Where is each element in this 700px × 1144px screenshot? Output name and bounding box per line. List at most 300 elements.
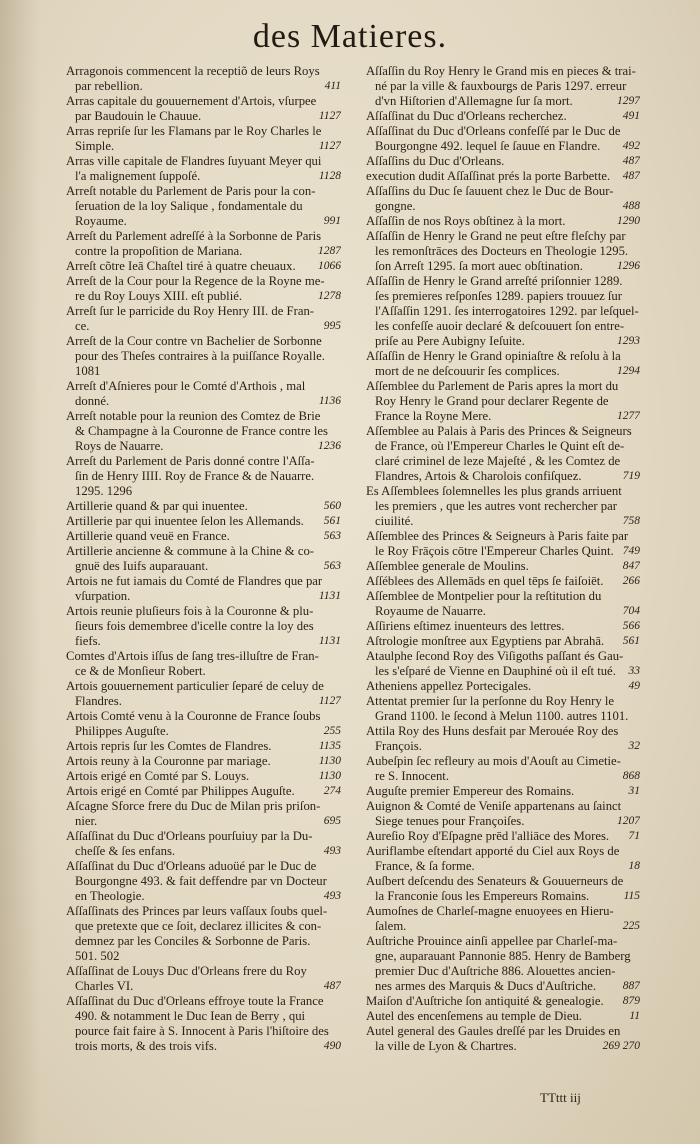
index-entry <box>66 574 341 604</box>
entry-text: Simple. <box>75 139 115 153</box>
entry-line: 1295. 1296 <box>75 484 133 498</box>
entry-text: Aſſaſſin de nos Roys obſtinez à la mort. <box>366 214 566 228</box>
index-entry <box>366 1024 640 1054</box>
index-entry <box>366 754 640 784</box>
entry-text: Aſſemblee generale de Moulins. <box>366 559 529 573</box>
entry-line <box>66 889 341 904</box>
entry-text: Artois reuny à la Couronne par mariage. <box>66 754 271 768</box>
index-entry <box>66 154 341 184</box>
entry-line: Aſſaſſin de Henry le Grand arreſté priſonnier 1289. <box>366 274 623 288</box>
entry-line: Auignon & Comté de Veniſe appartenans au ſainct <box>366 799 622 813</box>
entry-line: Arreſt du Parlement de Paris donné contre l'Aſſa- <box>66 454 315 468</box>
page-reference: 411 <box>324 80 341 92</box>
entry-text: ſon Arreſt 1295. ſa mort auec obſtination. <box>375 259 583 273</box>
page-reference: 887 <box>622 980 640 992</box>
entry-line: Roy Henry le Grand pour declarer Regente de <box>375 394 609 408</box>
entry-line: Autel general des Gaules dreſſé par les Druides en <box>366 1024 621 1038</box>
entry-line <box>366 739 640 754</box>
entry-line <box>66 514 341 529</box>
index-entry <box>366 154 640 169</box>
entry-line: pource fait faire à S. Innocent à Paris l'hiſtoire des <box>75 1024 329 1038</box>
index-entry <box>66 904 341 964</box>
entry-text: Artois repris ſur les Comtes de Flandres. <box>66 739 272 753</box>
index-entry <box>66 754 341 769</box>
entry-line: Attentat premier ſur la perſonne du Roy Henry le <box>366 694 615 708</box>
entry-line: ſes premieres reſponſes 1289. papiers trouuez ſur <box>375 289 622 303</box>
page-reference: 1131 <box>318 635 341 647</box>
entry-line <box>366 409 640 424</box>
entry-line: claré criminel de leze Majeſté , & les Comtez de <box>375 454 621 468</box>
entry-text: Aſſaſſinat du Duc d'Orleans recherchez. <box>366 109 567 123</box>
entry-text: gnuë des Iuifs auparauant. <box>75 559 209 573</box>
entry-line <box>66 79 341 94</box>
page-reference: 71 <box>628 830 640 842</box>
entry-line <box>366 919 640 934</box>
index-entry <box>366 169 640 184</box>
index-entry <box>66 859 341 904</box>
entry-text: re S. Innocent. <box>375 769 449 783</box>
index-entry <box>66 964 341 994</box>
entry-line: Artois reunie pluſieurs fois à la Couronne & plu- <box>66 604 314 618</box>
entry-line <box>66 439 341 454</box>
entry-line <box>66 559 341 574</box>
entry-line <box>66 1039 341 1054</box>
entry-line: Auriflambe eſtendart apporté du Ciel aux Roys de <box>366 844 620 858</box>
entry-text: donné. <box>75 394 110 408</box>
entry-line: ſeruation de la loy Salique , fondamentale du <box>75 199 303 213</box>
entry-line: Aſſaſſinat du Duc d'Orleans pourſuiuy par la Du- <box>66 829 313 843</box>
entry-text: France la Royne Mere. <box>375 409 492 423</box>
entry-line: ſieurs fois demembree d'icelle contre la loy des <box>75 619 314 633</box>
entry-line: Arras ville capitale de Flandres ſuyuant Meyer qui <box>66 154 322 168</box>
entry-line <box>366 634 640 649</box>
entry-text: Artillerie par qui inuentee ſelon les Allemands. <box>66 514 304 528</box>
entry-line: Aſſaſſin de Henry le Grand ne peut eſtre fleſchy par <box>366 229 626 243</box>
entry-text: fiefs. <box>75 634 101 648</box>
entry-line: Arreſt du Parlement adreſſé à la Sorbonne de Paris <box>66 229 322 243</box>
entry-line <box>366 1009 640 1024</box>
index-entry <box>366 379 640 424</box>
page-reference: 695 <box>323 815 341 827</box>
page-reference: 115 <box>623 890 640 902</box>
page-reference: 266 <box>622 575 640 587</box>
entry-line <box>366 514 640 529</box>
index-entry <box>366 934 640 994</box>
entry-text: la Franconie ſous les Empereurs Romains. <box>375 889 590 903</box>
page-reference: 1135 <box>318 740 341 752</box>
page-reference: 1136 <box>318 395 341 407</box>
entry-line: Es Aſſemblees ſolemnelles les plus grands arriuent <box>366 484 622 498</box>
entry-line <box>66 979 341 994</box>
entry-text: Arreſt cõtre Ieā Chaſtel tiré à quatre cheuaux. <box>66 259 296 273</box>
index-entry <box>66 829 341 859</box>
index-entry <box>366 724 640 754</box>
entry-line <box>366 559 640 574</box>
index-entry <box>366 994 640 1009</box>
entry-line: les confeſſe auoir declaré & deſcouuert ſon entre- <box>375 319 625 333</box>
entry-line: Ataulphe ſecond Roy des Viſigoths paſſant és Gau- <box>366 649 624 663</box>
entry-line: Arreſt ſur le parricide du Roy Henry III. de Fran- <box>66 304 315 318</box>
index-entry <box>366 694 640 724</box>
entry-text: Flandres. <box>75 694 122 708</box>
entry-text: Maiſon d'Auſtriche ſon antiquité & genealogie. <box>366 994 604 1008</box>
page-reference: 1127 <box>318 140 341 152</box>
index-entry <box>66 529 341 544</box>
page-reference: 561 <box>622 635 640 647</box>
entry-line: Artois gouuernement particulier ſeparé de celuy de <box>66 679 324 693</box>
index-entry <box>66 499 341 514</box>
entry-line <box>366 769 640 784</box>
page-reference: 1296 <box>617 260 640 272</box>
entry-text: ſalem. <box>375 919 407 933</box>
entry-text: Royaume de Nauarre. <box>375 604 486 618</box>
entry-text: nier. <box>75 814 98 828</box>
index-entry <box>366 529 640 559</box>
entry-text: par rebellion. <box>75 79 143 93</box>
index-entry <box>66 94 341 124</box>
index-entry <box>366 184 640 214</box>
entry-text: cheſſe & ſes enfans. <box>75 844 176 858</box>
page-reference: 487 <box>622 155 640 167</box>
page-reference: 491 <box>622 110 640 122</box>
index-entry <box>366 274 640 349</box>
entry-line <box>366 889 640 904</box>
index-entry <box>366 214 640 229</box>
page-reference: 269 270 <box>602 1040 640 1052</box>
entry-text: France, & ſa forme. <box>375 859 475 873</box>
entry-line <box>366 859 640 874</box>
index-entry <box>66 304 341 334</box>
entry-line <box>366 469 640 484</box>
page-reference: 704 <box>622 605 640 617</box>
entry-line: né par la ville & fauxbourgs de Paris 1297. erreur <box>375 79 627 93</box>
entry-line: Aſſemblee de Montpelier pour la reſtitution du <box>366 589 602 603</box>
index-entry <box>366 874 640 904</box>
entry-line: Aſſaſſinat de Louys Duc d'Orleans frere du Roy <box>66 964 307 978</box>
index-entry <box>366 634 640 649</box>
entry-line <box>366 169 640 184</box>
entry-line <box>66 169 341 184</box>
page-title: des Matieres. <box>252 18 448 55</box>
entry-text: Aſſaſſins du Duc d'Orleans. <box>366 154 505 168</box>
entry-text: Artillerie quand veuë en France. <box>66 529 230 543</box>
entry-line <box>66 259 341 274</box>
index-entry <box>366 484 640 529</box>
entry-line: Arreſt d'Aſnieres pour le Comté d'Arthois , mal <box>66 379 306 393</box>
entry-text: Atheniens appellez Portecigales. <box>366 679 532 693</box>
entry-line <box>66 499 341 514</box>
right-column <box>366 64 640 1054</box>
entry-line: Aſſaſſin de Henry le Grand opiniaſtre & reſolu à la <box>366 349 621 363</box>
index-entry <box>366 649 640 679</box>
index-entry <box>366 589 640 619</box>
index-entry <box>66 514 341 529</box>
entry-line <box>366 334 640 349</box>
entry-line: pour des Theſes contraires à la puiſſance Royalle. <box>75 349 325 363</box>
page-reference: 847 <box>622 560 640 572</box>
page-reference: 995 <box>323 320 341 332</box>
index-entry <box>66 784 341 799</box>
entry-line: que pretexte que ce ſoit, declarez illicites & con- <box>75 919 322 933</box>
page-reference: 1127 <box>318 110 341 122</box>
entry-line <box>366 109 640 124</box>
entry-line <box>66 769 341 784</box>
entry-text: Siege tenues pour Françoiſes. <box>375 814 525 828</box>
index-entry <box>66 994 341 1054</box>
entry-line: Aumoſnes de Charleſ-magne enuoyees en Hieru- <box>366 904 614 918</box>
entry-text: execution dudit Aſſaſſinat prés la porte Barbette. <box>366 169 611 183</box>
page-reference: 488 <box>622 200 640 212</box>
index-entry <box>66 409 341 454</box>
page-reference: 18 <box>628 860 640 872</box>
entry-line <box>66 394 341 409</box>
entry-line: Grand 1100. le ſecond à Melun 1100. autres 1101. <box>375 709 629 723</box>
entry-text: Bourgongne 492. lequel ſe ſauue en Flandre. <box>375 139 601 153</box>
index-entry <box>366 1009 640 1024</box>
page-reference: 749 <box>622 545 640 557</box>
index-entry <box>366 424 640 484</box>
entry-line: Arreſt de la Cour pour la Regence de la Royne me- <box>66 274 325 288</box>
signature-mark: TTttt iij <box>540 1090 581 1105</box>
index-entry <box>366 904 640 934</box>
entry-text: Flandres, Artois & Charolois confiſquez. <box>375 469 582 483</box>
entry-line <box>366 664 640 679</box>
page-reference: 1131 <box>318 590 341 602</box>
index-entry <box>66 739 341 754</box>
entry-line <box>66 529 341 544</box>
entry-line: les premiers , que les autres vont rechercher par <box>375 499 618 513</box>
page-reference: 487 <box>323 980 341 992</box>
page-reference: 11 <box>629 1010 640 1022</box>
entry-line: gne, auparauant Pannonie 885. Henry de Bamberg <box>375 949 631 963</box>
entry-text: re du Roy Louys XIII. eſt publié. <box>75 289 243 303</box>
entry-line: de France, où l'Empereur Charles le Quint eſt de- <box>375 439 625 453</box>
index-entry <box>66 229 341 259</box>
page-reference: 274 <box>323 785 341 797</box>
entry-line <box>366 814 640 829</box>
page-reference: 563 <box>323 560 341 572</box>
entry-line: Aſſaſſins du Duc ſe ſauuent chez le Duc de Bour- <box>366 184 614 198</box>
entry-line: l'Aſſaſſin 1291. ſes interrogatoires 1292. par leſquel- <box>375 304 639 318</box>
entry-line <box>366 199 640 214</box>
index-entry <box>366 559 640 574</box>
entry-line: Artois Comté venu à la Couronne de France ſoubs <box>66 709 321 723</box>
index-entry <box>66 64 341 94</box>
entry-text: nes armes des Marquis & Ducs d'Auſtriche. <box>375 979 597 993</box>
index-entry <box>66 124 341 154</box>
entry-line <box>66 244 341 259</box>
entry-line <box>66 589 341 604</box>
entry-text: les s'eſparé de Vienne en Dauphiné où il eſt tué. <box>375 664 616 678</box>
entry-line <box>66 754 341 769</box>
entry-text: Aſtrologie monſtree aux Egyptiens par Abrahā. <box>366 634 605 648</box>
entry-text: ciuilité. <box>375 514 414 528</box>
page-reference: 33 <box>628 665 640 677</box>
index-entry <box>66 769 341 784</box>
entry-text: François. <box>375 739 422 753</box>
page-reference: 1297 <box>617 95 640 107</box>
entry-line <box>366 619 640 634</box>
page-reference: 1278 <box>318 290 341 302</box>
index-entry <box>366 679 640 694</box>
entry-line <box>366 574 640 589</box>
entry-line: Aſſaſſinat du Duc d'Orleans aduoüé par le Duc de <box>66 859 317 873</box>
entry-line: Aſſemblee du Parlement de Paris apres la mort du <box>366 379 619 393</box>
entry-text: par Baudouin le Chauue. <box>75 109 202 123</box>
page-reference: 560 <box>323 500 341 512</box>
index-entry <box>66 259 341 274</box>
entry-line: 501. 502 <box>75 949 120 963</box>
entry-line: & Champagne à la Couronne de France contre les <box>75 424 328 438</box>
page-reference: 1293 <box>617 335 640 347</box>
entry-line: Artillerie ancienne & commune à la Chine & co- <box>66 544 315 558</box>
entry-line: Bourgongne 493. & fait deffendre par vn Docteur <box>75 874 327 888</box>
entry-line <box>366 94 640 109</box>
page-reference: 1130 <box>318 755 341 767</box>
entry-text: Auguſte premier Empereur des Romains. <box>366 784 575 798</box>
page-reference: 758 <box>622 515 640 527</box>
entry-line: Aſſaſſin du Roy Henry le Grand mis en pieces & trai- <box>366 64 636 78</box>
page-reference: 493 <box>323 890 341 902</box>
entry-text: Charles VI. <box>75 979 134 993</box>
index-entry <box>66 604 341 649</box>
entry-line: Aſſaſſinat du Duc d'Orleans effroye toute la France <box>66 994 324 1008</box>
page-reference: 1207 <box>617 815 640 827</box>
left-column <box>66 64 341 1054</box>
page-reference: 991 <box>323 215 341 227</box>
index-entry <box>366 124 640 154</box>
entry-line <box>66 139 341 154</box>
page-reference: 1277 <box>617 410 640 422</box>
entry-line: les remonſtrāces des Docteurs en Theologie 1295. <box>375 244 629 258</box>
entry-line: premier Duc d'Auſtriche 886. Alouettes ancien- <box>375 964 616 978</box>
page-reference: 1128 <box>318 170 341 182</box>
index-entry <box>366 619 640 634</box>
entry-line <box>366 979 640 994</box>
entry-line <box>366 679 640 694</box>
entry-line: Arras repriſe ſur les Flamans par le Roy Charles le <box>66 124 322 138</box>
entry-text: l'a malignement ſuppoſé. <box>75 169 201 183</box>
page-reference: 1127 <box>318 695 341 707</box>
entry-text: Artois erigé en Comté par Philippes Auguſte. <box>66 784 295 798</box>
entry-line: Aſſaſſinats des Princes par leurs vaſſaux ſoubs quel- <box>66 904 328 918</box>
entry-line <box>366 544 640 559</box>
entry-line: Arreſt notable pour la reunion des Comtez de Brie <box>66 409 321 423</box>
page-reference: 1130 <box>318 770 341 782</box>
entry-text: le Roy Frāçois cōtre l'Empereur Charles Quint. <box>375 544 614 558</box>
entry-line: Aſſaſſinat du Duc d'Orleans confeſſé par le Duc de <box>366 124 621 138</box>
entry-text: trois morts, & des trois vifs. <box>75 1039 218 1053</box>
page-reference: 566 <box>622 620 640 632</box>
index-entry <box>66 679 341 709</box>
entry-line: Arras capitale du gouuernement d'Artois, vſurpee <box>66 94 317 108</box>
index-entry <box>66 334 341 379</box>
page-reference: 487 <box>622 170 640 182</box>
entry-text: Aſſéblees des Allemāds en quel tēps ſe faiſoiēt. <box>366 574 604 588</box>
index-entry <box>366 844 640 874</box>
index-entry <box>66 454 341 499</box>
index-entry <box>366 574 640 589</box>
entry-line <box>366 139 640 154</box>
entry-text: ce. <box>75 319 90 333</box>
page-reference: 561 <box>323 515 341 527</box>
entry-line <box>366 604 640 619</box>
entry-line <box>66 814 341 829</box>
entry-text: gongne. <box>375 199 416 213</box>
index-entry <box>66 184 341 229</box>
entry-line <box>366 994 640 1009</box>
index-entry <box>66 649 341 679</box>
entry-text: Autel des encenſemens au temple de Dieu. <box>366 1009 582 1023</box>
index-entry <box>66 544 341 574</box>
entry-line <box>66 694 341 709</box>
entry-line: Attila Roy des Huns desfait par Merouée Roy des <box>366 724 619 738</box>
page-reference: 1236 <box>318 440 341 452</box>
page-reference: 492 <box>622 140 640 152</box>
entry-line: Aſcagne Sforce frere du Duc de Milan pris priſon- <box>66 799 321 813</box>
page-reference: 490 <box>323 1040 341 1052</box>
entry-line: Auſtriche Prouince ainſi appellee par Charleſ-ma- <box>366 934 618 948</box>
index-entry <box>66 379 341 409</box>
entry-line: Auſbert deſcendu des Senateurs & Gouuerneurs de <box>366 874 624 888</box>
entry-line: Aubeſpin ſec refleury au mois d'Aouſt au Cimetie- <box>366 754 621 768</box>
entry-line <box>366 364 640 379</box>
entry-line <box>66 844 341 859</box>
entry-text: Aureſio Roy d'Eſpagne prēd l'alliāce des Mores. <box>366 829 610 843</box>
entry-line: Comtes d'Artois iſſus de ſang tres-illuſtre de Fran- <box>66 649 319 663</box>
entry-line: Artois ne fut iamais du Comté de Flandres que par <box>66 574 323 588</box>
entry-text: Roys de Nauarre. <box>75 439 164 453</box>
index-entry <box>366 784 640 799</box>
index-entry <box>366 64 640 109</box>
entry-text: Artois erigé en Comté par S. Louys. <box>66 769 250 783</box>
entry-text: Royaume. <box>75 214 127 228</box>
page-reference: 719 <box>622 470 640 482</box>
index-entry <box>66 709 341 739</box>
entry-line <box>66 289 341 304</box>
index-entry <box>366 229 640 274</box>
entry-line <box>66 739 341 754</box>
entry-line: Aſſemblee au Palais à Paris des Princes & Seigneurs <box>366 424 632 438</box>
entry-line: ſin de Henry IIII. Roy de France & de Nauarre. <box>75 469 315 483</box>
entry-line: demnez par les Conciles & Sorbonne de Paris. <box>75 934 311 948</box>
index-entry <box>366 799 640 829</box>
entry-line <box>366 1039 640 1054</box>
entry-line: ce & de Monſieur Robert. <box>75 664 206 678</box>
entry-text: Aſſiriens eſtimez inuenteurs des lettres. <box>366 619 565 633</box>
entry-line <box>366 784 640 799</box>
entry-text: priſe au Pere Aubigny Ieſuite. <box>375 334 525 348</box>
page-reference: 49 <box>628 680 640 692</box>
entry-line <box>366 829 640 844</box>
entry-line <box>66 319 341 334</box>
page-reference: 1290 <box>617 215 640 227</box>
entry-line <box>66 109 341 124</box>
gutter-shadow <box>0 0 40 1144</box>
entry-line: 490. & notamment le Duc Iean de Berry , qui <box>75 1009 306 1023</box>
entry-line <box>66 634 341 649</box>
page-reference: 255 <box>323 725 341 737</box>
page-reference: 563 <box>323 530 341 542</box>
index-entry <box>366 109 640 124</box>
entry-text: en Theologie. <box>75 889 145 903</box>
page-reference: 1287 <box>318 245 341 257</box>
entry-line <box>66 784 341 799</box>
entry-text: mort de ne deſcouurir ſes complices. <box>375 364 560 378</box>
index-entry <box>366 829 640 844</box>
index-entry <box>66 274 341 304</box>
entry-text: contre la propoſition de Mariana. <box>75 244 243 258</box>
